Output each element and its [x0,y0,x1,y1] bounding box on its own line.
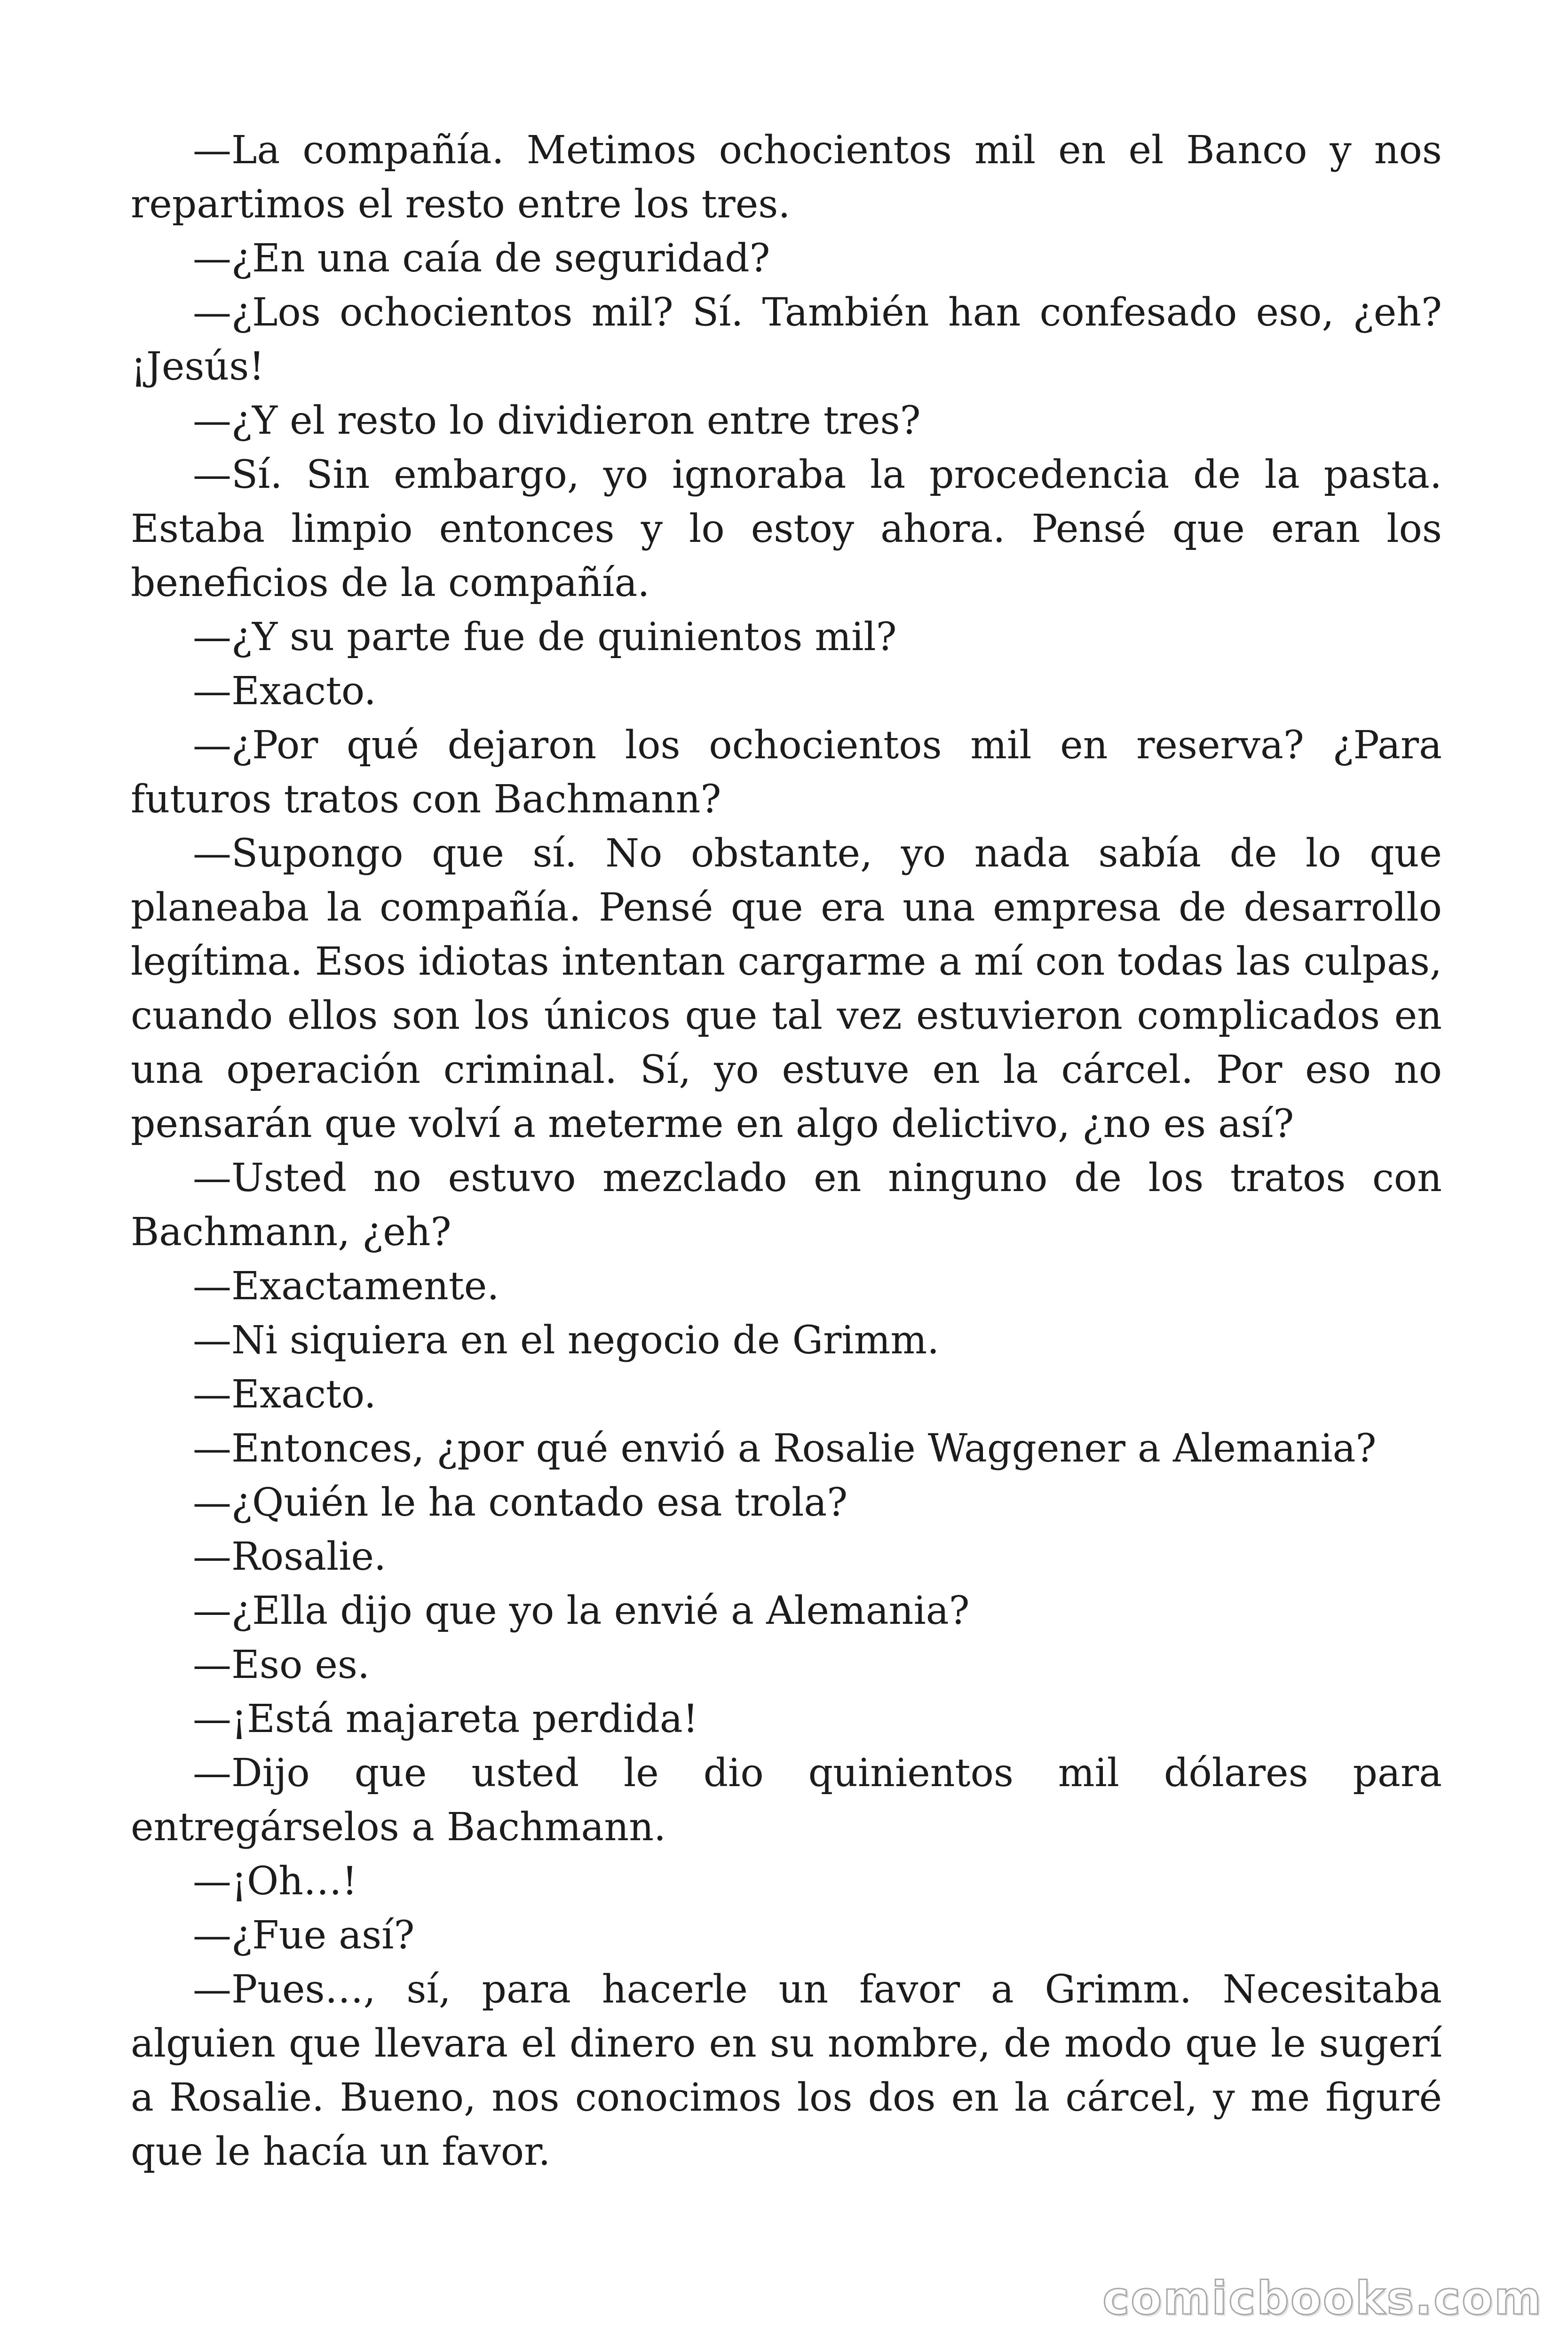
paragraph: —¿Por qué dejaron los ochocientos mil en reserva? ¿Para futuros tratos con Bachmann? [131,723,1442,822]
paragraph: —Dijo que usted le dio quinientos mil dólares para entregárselos a Bachmann. [131,1751,1442,1850]
paragraph: —¿Ella dijo que yo la envié a Alemania? [193,1589,970,1633]
paragraph: —Exactamente. [193,1264,499,1309]
paragraph: —Rosalie. [193,1534,387,1579]
paragraph: —¿Y el resto lo dividieron entre tres? [193,398,921,443]
paragraph: —Exacto. [193,1372,376,1417]
paragraph: —Ni siquiera en el negocio de Grimm. [193,1318,940,1363]
paragraph: —¿Los ochocientos mil? Sí. También han confesado eso, ¿eh? ¡Jesús! [131,290,1442,389]
paragraph: —La compañía. Metimos ochocientos mil en el Banco y nos repartimos el resto entre los tres. [131,128,1442,227]
paragraph: —Usted no estuvo mezclado en ninguno de los tratos con Bachmann, ¿eh? [131,1156,1442,1255]
paragraph: —¿Fue así? [193,1913,415,1958]
paragraph: —¿Y su parte fue de quinientos mil? [193,615,897,660]
paragraph: —¡Oh…! [193,1859,357,1904]
paragraph: —Entonces, ¿por qué envió a Rosalie Waggener a Alemania? [193,1426,1377,1471]
paragraph: —Supongo que sí. No obstante, yo nada sabía de lo que planeaba la compañía. Pensé que era una empresa de desarrollo legítima. Esos idiotas intentan cargarme a mí con todas las culpas, cuando ellos son los únicos que tal vez estuvieron complicados en una operación criminal. Sí, yo estuve en la cárcel. Por eso no pensarán que volví a meterme en algo delictivo, ¿no es así? [131,831,1442,1146]
paragraph: —¡Está majareta perdida! [193,1697,698,1741]
paragraph: —Pues…, sí, para hacerle un favor a Grimm. Necesitaba alguien que llevara el dinero en su nombre, de modo que le sugerí a Rosalie. Bueno, nos conocimos los dos en la cárcel, y me figuré que le hacía un favor. [131,1967,1442,2174]
paragraph: —¿En una caía de seguridad? [193,236,770,281]
paragraph: —Exacto. [193,669,376,714]
paragraph: —Eso es. [193,1643,370,1687]
paragraph: —¿Quién le ha contado esa trola? [193,1480,848,1525]
paragraph: —Sí. Sin embargo, yo ignoraba la procedencia de la pasta. Estaba limpio entonces y lo estoy ahora. Pensé que eran los beneficios de la compañía. [131,453,1442,605]
watermark: comicbooks.com [1102,2272,1543,2325]
text-body [131,123,1442,2179]
